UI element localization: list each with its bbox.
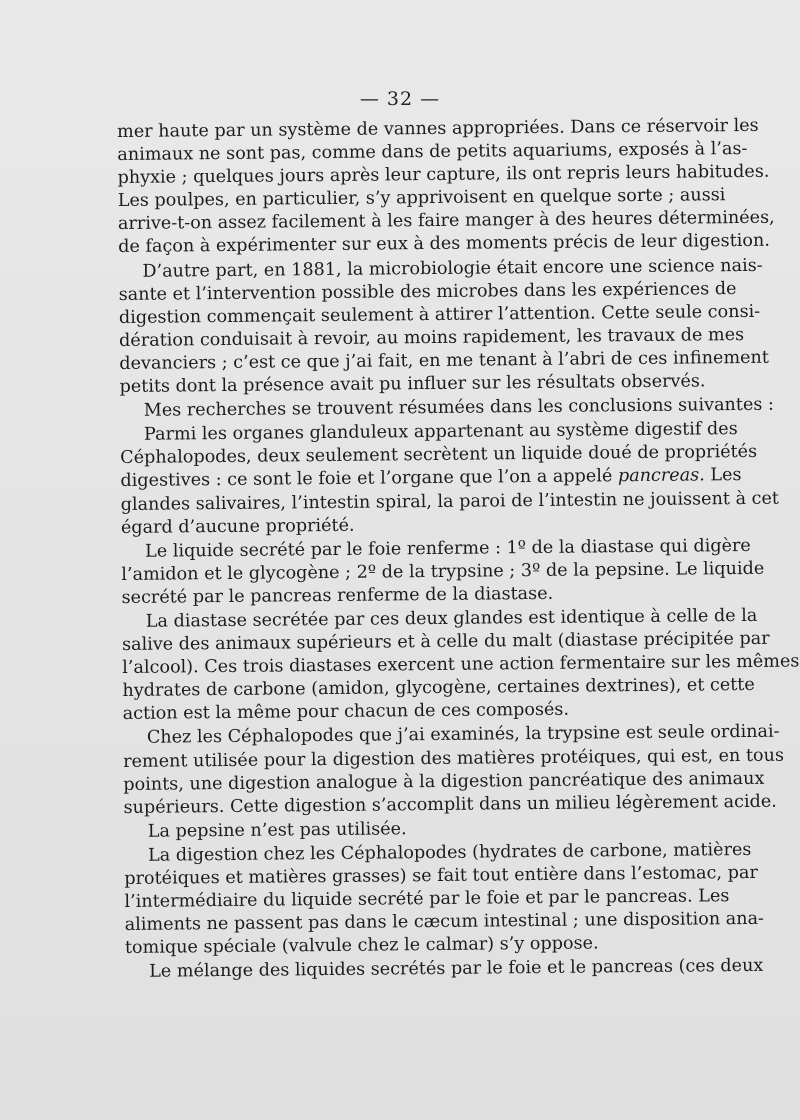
text-line: hydrates de carbone (amidon, glycogène, certaines dextrines), et cette <box>122 675 755 702</box>
text-line: devanciers ; c’est ce que j’ai fait, en me tenant à l’abri de ces infinement <box>119 347 770 374</box>
text-line: Céphalopodes, deux seulement secrètent un liquide doué de propriétés <box>120 442 758 469</box>
text-line: glandes salivaires, l’intestin spiral, la paroi de l’intestin ne jouissent à cet <box>120 488 780 515</box>
text-segment: digestives : ce sont le foie et l’organe que l’on a appelé <box>120 466 619 492</box>
text-line: tomique spéciale (valvule chez le calmar) s’y oppose. <box>124 933 599 959</box>
italic-term: pancreas <box>617 465 700 487</box>
text-line: protéiques et matières grasses) se fait tout entière dans l’estomac, par <box>124 862 758 889</box>
text-line: supérieurs. Cette digestion s’accomplit dans un milieu légèrement acide. <box>123 791 777 818</box>
text-line: aliments ne passent pas dans le cæcum intestinal ; une disposition ana- <box>124 909 765 936</box>
text-line: sante et l’intervention possible des microbes dans les expériences de <box>118 278 737 305</box>
text-line: Les poulpes, en particulier, s’y apprivoisent en quelque sorte ; aussi <box>117 185 726 212</box>
text-line: salive des animaux supérieurs et à celle du malt (diastase précipitée par <box>121 628 770 656</box>
text-line: Le liquide secrété par le foie renferme : 1º de la diastase qui digère <box>145 535 751 562</box>
text-segment: . Les <box>699 465 742 486</box>
text-line: l’amidon et le glycogène ; 2º de la trypsine ; 3º de la pepsine. Le liquide <box>121 558 765 585</box>
text-line: rement utilisée pour la digestion des matières protéiques, qui est, en tous <box>123 745 785 772</box>
text-line: phyxie ; quelques jours après leur capture, ils ont repris leurs habitudes. <box>117 161 770 189</box>
text-line: Parmi les organes glanduleux appartenant au système digestif des <box>143 419 738 445</box>
body-text <box>117 115 800 984</box>
text-line: action est la même pour chacun de ces composés. <box>122 700 570 725</box>
text-line: D’autre part, en 1881, la microbiologie était encore une science nais- <box>142 255 763 282</box>
text-line: Le mélange des liquides secrétés par le foie et le pancreas (ces deux <box>149 956 764 983</box>
text-line: de façon à expérimenter sur eux à des moments précis de leur digestion. <box>118 231 770 258</box>
text-line: Mes recherches se trouvent résumées dans les conclusions suivantes : <box>143 394 774 421</box>
text-line: points, une digestion analogue à la digestion pancréatique des animaux <box>123 768 765 795</box>
text-line: mer haute par un système de vannes appropriées. Dans ce réservoir les <box>117 115 759 142</box>
text-line: La digestion chez les Céphalopodes (hydrates de carbone, matières <box>147 839 752 866</box>
text-line: digestion commençait seulement à attirer l’attention. Cette seule consi- <box>118 301 761 328</box>
text-line: égard d’aucune propriété. <box>120 515 355 538</box>
text-line: La pepsine n’est pas utilisée. <box>147 819 407 842</box>
text-line: dération conduisait à revoir, au moins rapidement, les travaux de mes <box>119 324 745 351</box>
text-line: arrive-t-on assez facilement à les faire manger à des heures déterminées, <box>117 208 775 235</box>
page-number: — 32 — <box>359 88 441 110</box>
text-line: animaux ne sont pas, comme dans de petits aquariums, exposés à l’as- <box>117 139 748 166</box>
text-line: l’alcool). Ces trois diastases exercent une action fermentaire sur les mêmes <box>122 651 800 679</box>
text-line: Chez les Céphalopodes que j’ai examinés, la trypsine est seule ordinai- <box>146 722 780 749</box>
text-line: La diastase secrétée par ces deux glandes est identique à celle de la <box>145 605 758 632</box>
text-line: l’intermédiaire du liquide secrété par le foie et par le pancreas. Les <box>124 886 730 913</box>
text-line: secrété par le pancreas renferme de la diastase. <box>121 583 554 608</box>
text-line: petits dont la présence avait pu influer sur les résultats observés. <box>119 371 706 398</box>
